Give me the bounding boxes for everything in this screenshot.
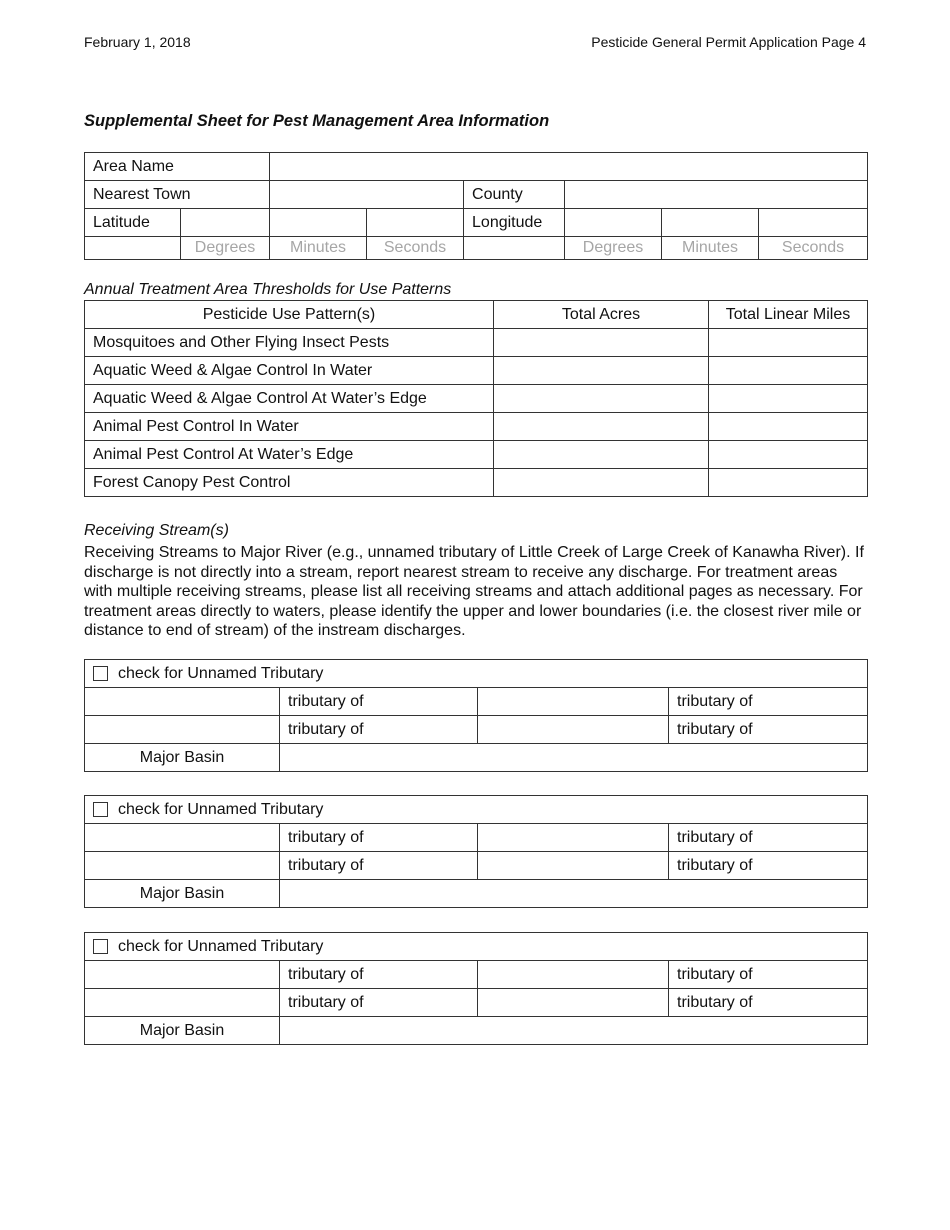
table-row bbox=[85, 357, 868, 385]
stream-name-field[interactable] bbox=[478, 852, 669, 880]
stream-name-field[interactable] bbox=[85, 824, 280, 852]
stream-name-field[interactable] bbox=[85, 688, 280, 716]
total-acres-field[interactable] bbox=[494, 441, 709, 469]
header-date: February 1, 2018 bbox=[84, 34, 191, 50]
longitude-seconds-field[interactable] bbox=[759, 209, 868, 237]
blank-cell bbox=[464, 237, 565, 260]
use-pattern-label: Aquatic Weed & Algae Control In Water bbox=[85, 357, 494, 385]
use-pattern-label: Forest Canopy Pest Control bbox=[85, 469, 494, 497]
total-linear-miles-field[interactable] bbox=[709, 329, 868, 357]
tributary-of-label: tributary of bbox=[280, 716, 478, 744]
stream-name-field[interactable] bbox=[85, 961, 280, 989]
total-acres-field[interactable] bbox=[494, 413, 709, 441]
longitude-degrees-field[interactable] bbox=[565, 209, 662, 237]
stream-name-field[interactable] bbox=[478, 989, 669, 1017]
county-field[interactable] bbox=[565, 181, 868, 209]
longitude-degrees-caption: Degrees bbox=[565, 237, 662, 260]
unnamed-tributary-checkbox[interactable] bbox=[93, 666, 108, 681]
stream-name-field[interactable] bbox=[85, 989, 280, 1017]
total-acres-field[interactable] bbox=[494, 385, 709, 413]
unnamed-tributary-label: check for Unnamed Tributary bbox=[118, 664, 324, 682]
receiving-stream-block bbox=[84, 659, 868, 772]
major-basin-field[interactable] bbox=[280, 880, 868, 908]
column-header-use-pattern: Pesticide Use Pattern(s) bbox=[85, 301, 494, 329]
area-name-label: Area Name bbox=[85, 153, 270, 181]
tributary-of-label: tributary of bbox=[669, 688, 868, 716]
tributary-of-label: tributary of bbox=[669, 716, 868, 744]
total-acres-field[interactable] bbox=[494, 469, 709, 497]
use-pattern-label: Aquatic Weed & Algae Control At Water’s Edge bbox=[85, 385, 494, 413]
stream-name-field[interactable] bbox=[478, 824, 669, 852]
tributary-of-label: tributary of bbox=[669, 824, 868, 852]
unnamed-tributary-row bbox=[85, 796, 868, 824]
unnamed-tributary-label: check for Unnamed Tributary bbox=[118, 800, 324, 818]
unnamed-tributary-row bbox=[85, 660, 868, 688]
nearest-town-label: Nearest Town bbox=[85, 181, 270, 209]
tributary-of-label: tributary of bbox=[280, 989, 478, 1017]
stream-name-field[interactable] bbox=[85, 852, 280, 880]
major-basin-label: Major Basin bbox=[85, 1017, 280, 1045]
receiving-stream-block bbox=[84, 932, 868, 1045]
total-linear-miles-field[interactable] bbox=[709, 441, 868, 469]
column-header-total-acres: Total Acres bbox=[494, 301, 709, 329]
longitude-minutes-caption: Minutes bbox=[662, 237, 759, 260]
total-linear-miles-field[interactable] bbox=[709, 413, 868, 441]
tributary-of-label: tributary of bbox=[280, 824, 478, 852]
tributary-of-label: tributary of bbox=[280, 852, 478, 880]
header-page-title: Pesticide General Permit Application Page 4 bbox=[591, 34, 866, 50]
receiving-streams-title: Receiving Stream(s) bbox=[84, 522, 229, 539]
latitude-seconds-caption: Seconds bbox=[367, 237, 464, 260]
unnamed-tributary-checkbox[interactable] bbox=[93, 939, 108, 954]
table-row bbox=[85, 329, 868, 357]
unnamed-tributary-label: check for Unnamed Tributary bbox=[118, 937, 324, 955]
area-name-field[interactable] bbox=[270, 153, 868, 181]
sheet-title: Supplemental Sheet for Pest Management Area Information bbox=[84, 112, 550, 130]
thresholds-title: Annual Treatment Area Thresholds for Use Patterns bbox=[84, 281, 452, 298]
unnamed-tributary-checkbox[interactable] bbox=[93, 802, 108, 817]
latitude-degrees-field[interactable] bbox=[181, 209, 270, 237]
county-label: County bbox=[464, 181, 565, 209]
major-basin-label: Major Basin bbox=[85, 744, 280, 772]
table-row bbox=[85, 441, 868, 469]
longitude-seconds-caption: Seconds bbox=[759, 237, 868, 260]
major-basin-field[interactable] bbox=[280, 744, 868, 772]
receiving-stream-block bbox=[84, 795, 868, 908]
receiving-streams-description: Receiving Streams to Major River (e.g., unnamed tributary of Little Creek of Large Creek of Kanawha River). If discharge is not directly into a stream, report nearest stream to receive any discharge. For treatment areas with multiple receiving streams, please list all receiving streams and attach additional pages as necessary. For treatment areas directly to waters, please identify the upper and lower boundaries (i.e. the closest river mile or distance to end of stream) of the instream discharges. bbox=[84, 544, 864, 640]
use-pattern-label: Mosquitoes and Other Flying Insect Pests bbox=[85, 329, 494, 357]
total-acres-field[interactable] bbox=[494, 329, 709, 357]
total-linear-miles-field[interactable] bbox=[709, 385, 868, 413]
latitude-minutes-field[interactable] bbox=[270, 209, 367, 237]
major-basin-field[interactable] bbox=[280, 1017, 868, 1045]
use-pattern-label: Animal Pest Control In Water bbox=[85, 413, 494, 441]
tributary-of-label: tributary of bbox=[280, 688, 478, 716]
table-row bbox=[85, 385, 868, 413]
stream-name-field[interactable] bbox=[478, 688, 669, 716]
blank-cell bbox=[85, 237, 181, 260]
column-header-total-linear-miles: Total Linear Miles bbox=[709, 301, 868, 329]
nearest-town-field[interactable] bbox=[270, 181, 464, 209]
latitude-seconds-field[interactable] bbox=[367, 209, 464, 237]
total-linear-miles-field[interactable] bbox=[709, 469, 868, 497]
total-linear-miles-field[interactable] bbox=[709, 357, 868, 385]
major-basin-label: Major Basin bbox=[85, 880, 280, 908]
tributary-of-label: tributary of bbox=[280, 961, 478, 989]
total-acres-field[interactable] bbox=[494, 357, 709, 385]
longitude-minutes-field[interactable] bbox=[662, 209, 759, 237]
use-pattern-label: Animal Pest Control At Water’s Edge bbox=[85, 441, 494, 469]
tributary-of-label: tributary of bbox=[669, 961, 868, 989]
stream-name-field[interactable] bbox=[478, 716, 669, 744]
tributary-of-label: tributary of bbox=[669, 852, 868, 880]
table-row bbox=[85, 469, 868, 497]
latitude-label: Latitude bbox=[85, 209, 181, 237]
table-row bbox=[85, 413, 868, 441]
unnamed-tributary-row bbox=[85, 933, 868, 961]
stream-name-field[interactable] bbox=[478, 961, 669, 989]
thresholds-table bbox=[84, 300, 868, 497]
longitude-label: Longitude bbox=[464, 209, 565, 237]
area-info-table bbox=[84, 152, 868, 260]
tributary-of-label: tributary of bbox=[669, 989, 868, 1017]
stream-name-field[interactable] bbox=[85, 716, 280, 744]
latitude-degrees-caption: Degrees bbox=[181, 237, 270, 260]
latitude-minutes-caption: Minutes bbox=[270, 237, 367, 260]
